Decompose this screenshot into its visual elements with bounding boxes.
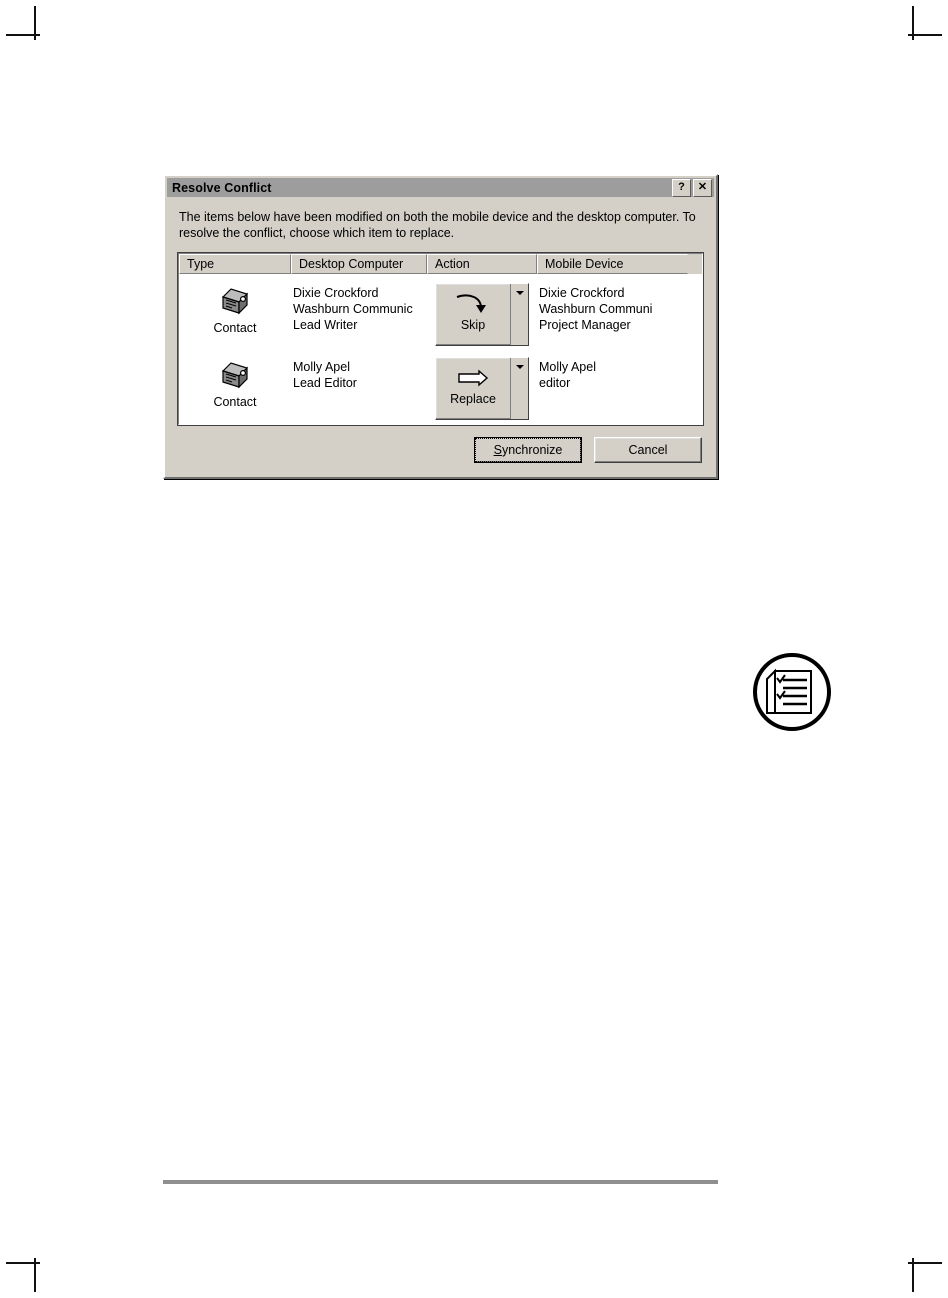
- list-rows: [179, 274, 702, 424]
- desktop-line-2: Lead Editor: [293, 376, 357, 390]
- dialog-titlebar[interactable]: [167, 178, 714, 197]
- skip-arrow-icon: [453, 290, 493, 318]
- action-dropdown-skip[interactable]: [435, 283, 529, 346]
- row-action-cell: [427, 282, 537, 346]
- mobile-line-1: Dixie Crockford: [539, 286, 625, 300]
- chevron-down-icon[interactable]: [510, 358, 528, 419]
- contact-device-icon: [218, 284, 252, 318]
- crop-mark-bottom-left-horizontal: [6, 1262, 40, 1264]
- synchronize-button[interactable]: [474, 437, 582, 463]
- replace-arrow-icon: [453, 364, 493, 392]
- table-row[interactable]: [179, 348, 702, 422]
- row-desktop-cell: [291, 356, 427, 391]
- dialog-body: [165, 197, 716, 477]
- action-dropdown-face[interactable]: [436, 358, 510, 419]
- crop-mark-top-left-horizontal: [6, 34, 40, 36]
- dialog-title: Resolve Conflict: [172, 180, 272, 195]
- dialog-button-row: [177, 425, 704, 467]
- resolve-conflict-dialog: [163, 174, 718, 479]
- cancel-button[interactable]: [594, 437, 702, 463]
- mobile-line-3: Project Manager: [539, 318, 631, 332]
- column-header-type[interactable]: Type: [179, 254, 291, 274]
- note-marginal-icon: [753, 653, 831, 731]
- action-label: Skip: [460, 318, 486, 332]
- row-type-label: Contact: [213, 395, 257, 409]
- help-icon[interactable]: ?: [672, 179, 691, 197]
- desktop-line-3: Lead Writer: [293, 318, 358, 332]
- synchronize-label-rest: ynchronize: [501, 443, 563, 457]
- mobile-line-1: Molly Apel: [539, 360, 596, 374]
- close-icon[interactable]: ✕: [693, 179, 712, 197]
- page-footer-rule: [163, 1180, 718, 1184]
- mobile-line-2: Washburn Communi: [539, 302, 653, 316]
- column-header-desktop[interactable]: Desktop Computer: [291, 254, 427, 274]
- row-mobile-cell: [537, 282, 688, 333]
- table-row[interactable]: [179, 274, 702, 348]
- list-header-row: [179, 254, 702, 274]
- row-action-cell: [427, 356, 537, 420]
- action-label: Replace: [450, 392, 496, 406]
- contact-device-icon: [218, 358, 252, 392]
- conflict-list: [178, 253, 703, 425]
- cancel-label: Cancel: [628, 443, 668, 457]
- row-type-label: Contact: [213, 321, 257, 335]
- crop-mark-top-right-horizontal: [908, 34, 942, 36]
- action-dropdown-face[interactable]: [436, 284, 510, 345]
- action-dropdown-replace[interactable]: [435, 357, 529, 420]
- mobile-line-2: editor: [539, 376, 571, 390]
- row-type-cell: [179, 282, 291, 335]
- dialog-instructions: The items below have been modified on both the mobile device and the desktop computer. To resolve the conflict, choose which item to replace.: [179, 210, 696, 240]
- crop-mark-bottom-right-horizontal: [908, 1262, 942, 1264]
- synchronize-accel: S: [493, 443, 502, 457]
- row-mobile-cell: [537, 356, 688, 391]
- desktop-line-1: Dixie Crockford: [293, 286, 379, 300]
- desktop-line-1: Molly Apel: [293, 360, 350, 374]
- desktop-line-2: Washburn Communic: [293, 302, 413, 316]
- row-type-cell: [179, 356, 291, 409]
- chevron-down-icon[interactable]: [510, 284, 528, 345]
- column-header-mobile[interactable]: Mobile Device: [537, 254, 688, 274]
- row-desktop-cell: [291, 282, 427, 333]
- column-header-action[interactable]: Action: [427, 254, 537, 274]
